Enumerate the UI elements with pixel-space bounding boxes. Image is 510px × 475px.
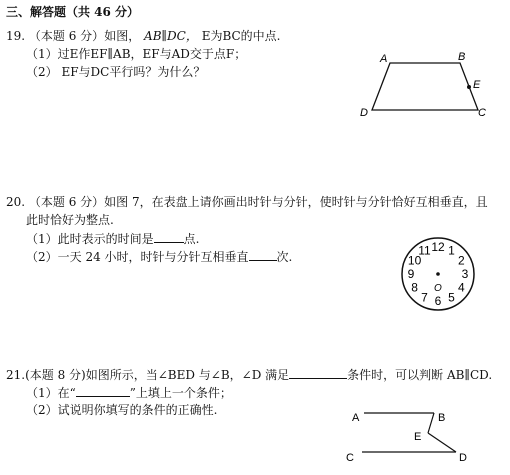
- clock-number: 6: [434, 294, 442, 308]
- q21-label-e: E: [414, 431, 422, 443]
- q19-sub1: （1）过E作EF∥AB，EF与AD交于点F；: [26, 47, 247, 61]
- q21-label-c: C: [346, 452, 354, 464]
- q19-given: AB∥DC，: [144, 29, 198, 43]
- q19-score: （本题 6 分）: [28, 29, 105, 43]
- q21-stem-pre: (本题 8 分)如图所示，当∠BED 与∠B，∠D 满足: [25, 368, 290, 382]
- clock-number: 5: [448, 290, 455, 305]
- q21-label-a: A: [352, 412, 360, 424]
- clock-center-label: O: [434, 283, 442, 294]
- clock-number: 3: [461, 267, 469, 281]
- section-title: 三、解答题（共 46 分）: [6, 5, 140, 19]
- q21-sub2: （2）试说明你填写的条件的正确性.: [26, 403, 218, 417]
- q19-stem-pre: 如图，: [104, 29, 141, 43]
- q20-sub1-pre: （1）此时表示的时间是: [26, 232, 154, 246]
- clock-number: 1: [448, 243, 455, 258]
- q21-number: 21.: [6, 368, 26, 382]
- q19-given2: E为BC的中点.: [201, 29, 281, 43]
- clock-number: 2: [458, 253, 465, 268]
- q21-stem-post: 条件时，可以判断 AB∥CD.: [347, 368, 493, 382]
- clock-number: 12: [431, 240, 445, 254]
- q21-label-b: B: [438, 412, 446, 424]
- q19-sub2: （2） EF与DC平行吗？为什么？: [26, 65, 206, 79]
- q21-sub1-post: ”上填上一个条件；: [129, 386, 232, 400]
- q19-label-e: E: [473, 79, 481, 91]
- q19-number: 19.: [6, 29, 26, 43]
- q20-sub2-post: 次.: [276, 250, 293, 264]
- q20-sub1-post: 点.: [183, 232, 200, 246]
- clock-number: 7: [421, 290, 428, 305]
- q21-line-be: [428, 413, 434, 433]
- q20-stem-text: （本题 6 分）如图 7，在表盘上请你画出时针与分针，使时针与分针恰好互相垂直，且: [28, 195, 488, 209]
- q21-label-d: D: [459, 452, 467, 464]
- q20-stem-line2: 此时恰好为整点.: [26, 213, 114, 227]
- clock-number: 4: [458, 280, 465, 295]
- q21-sub1-pre: （1）在“: [26, 386, 76, 400]
- q19-label-c: C: [478, 107, 486, 119]
- q19-label-a: A: [380, 53, 388, 65]
- clock-number: 10: [407, 253, 422, 268]
- clock-number: 11: [418, 243, 431, 258]
- q19-label-d: D: [360, 107, 368, 119]
- q20-number: 20.: [6, 195, 26, 209]
- clock-number: 9: [407, 267, 415, 281]
- q21-line-ed: [428, 433, 456, 452]
- q19-label-b: B: [458, 51, 466, 63]
- q20-sub2-pre: （2）一天 24 小时，时针与分针互相垂直: [26, 250, 249, 264]
- clock-number: 8: [411, 280, 418, 295]
